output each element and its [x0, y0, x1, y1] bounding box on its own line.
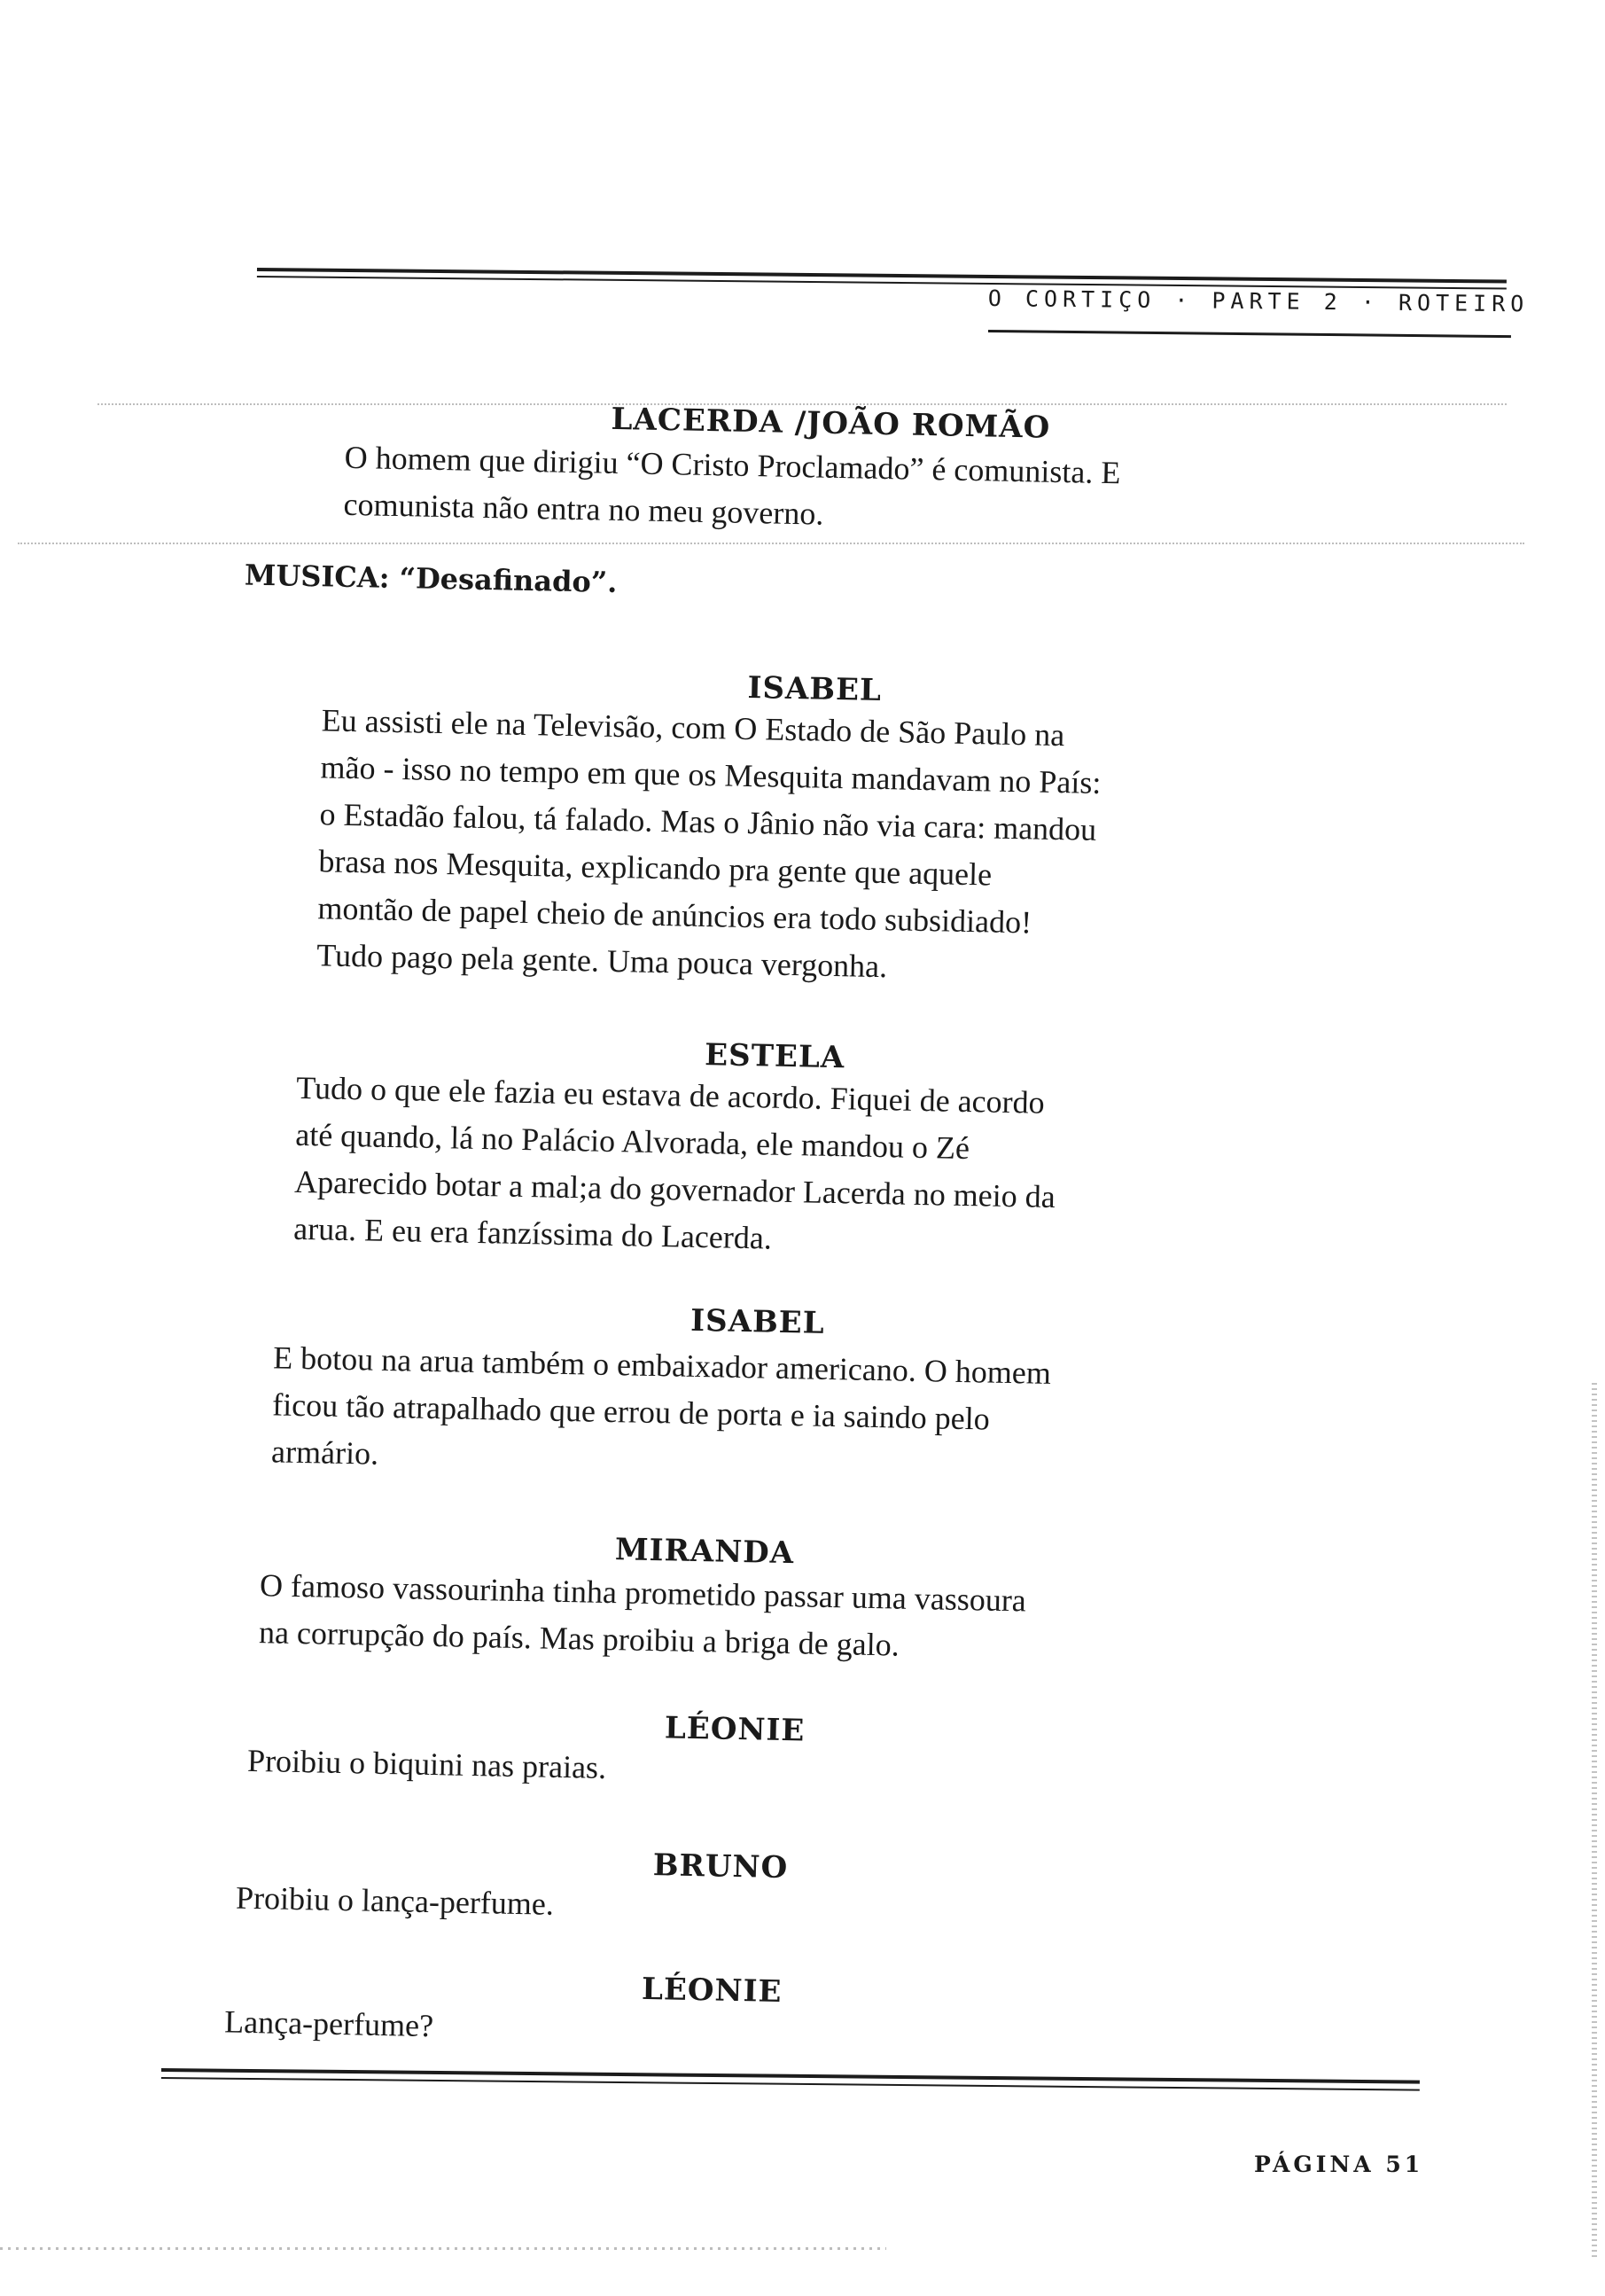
- dialogue-block: [224, 1998, 434, 2050]
- dialogue-line: Tudo pago pela gente. Uma pouca vergonha.: [316, 937, 888, 985]
- dialogue-line: E botou na arua também o embaixador americano. O homem: [272, 1339, 1052, 1391]
- dialogue-block: [247, 1738, 607, 1792]
- dialogue-line: Lança-perfume?: [223, 2003, 434, 2044]
- dialogue-line: armário.: [270, 1433, 379, 1472]
- speaker-name: ESTELA: [704, 1037, 845, 1076]
- running-title: O CORTIÇO · PARTE 2 · ROTEIRO: [987, 285, 1530, 317]
- dialogue-block: [236, 1875, 555, 1928]
- dialogue-line: O homem que dirigiu “O Cristo Proclamado” é comunista. E: [344, 439, 1121, 491]
- dialogue-line: montão de papel cheio de anúncios era todo subsidiado!: [317, 890, 1032, 941]
- dialogue-block: [343, 434, 1121, 544]
- dialogue-line: arua. E eu era fanzíssima do Lacerda.: [292, 1210, 773, 1256]
- dialogue-block: [293, 1065, 1058, 1268]
- speaker-name: MIRANDA: [614, 1532, 795, 1572]
- dialogue-line: ficou tão atrapalhado que errou de porta e ia saindo pelo: [271, 1386, 991, 1437]
- speaker-name: BRUNO: [652, 1847, 789, 1886]
- dialogue-line: até quando, lá no Palácio Alvorada, ele mandou o Zé: [294, 1116, 970, 1167]
- dialogue-block: [259, 1562, 1027, 1671]
- dialogue-line: Proibiu o lança-perfume.: [235, 1879, 555, 1922]
- speaker-name: ISABEL: [690, 1302, 826, 1341]
- dialogue-line: comunista não entra no meu governo.: [343, 486, 824, 532]
- dialogue-line: O famoso vassourinha tinha prometido passar uma vassoura: [259, 1567, 1027, 1619]
- dialogue-line: o Estadão falou, tá falado. Mas o Jânio não via cara: mandou: [319, 796, 1097, 847]
- dialogue-line: na corrupção do país. Mas proibiu a briga de galo.: [258, 1614, 900, 1663]
- scan-edge-noise: [1592, 1383, 1597, 2261]
- speaker-name: LÉONIE: [641, 1971, 783, 2011]
- speaker-name: LÉONIE: [664, 1710, 806, 1749]
- dialogue-block: [271, 1334, 1052, 1491]
- dialogue-block: [316, 697, 1102, 995]
- dialogue-line: brasa nos Mesquita, explicando pra gente que aquele: [318, 843, 993, 893]
- dialogue-line: Proibiu o biquini nas praias.: [246, 1742, 607, 1786]
- page-number: PÁGINA 51: [1254, 2152, 1424, 2177]
- scan-bottom-speckle: [0, 2247, 886, 2250]
- dialogue-line: Aparecido botar a mal;a do governador Lacerda no meio da: [293, 1163, 1056, 1215]
- speaker-name: ISABEL: [747, 669, 883, 709]
- dialogue-line: mão - isso no tempo em que os Mesquita mandavam no País:: [320, 749, 1102, 800]
- music-cue: MUSICA: “Desafinado”.: [244, 558, 618, 599]
- dialogue-line: Tudo o que ele fazia eu estava de acordo. Fiquei de acordo: [296, 1069, 1046, 1121]
- dialogue-line: Eu assisti ele na Televisão, com O Estado de São Paulo na: [321, 702, 1065, 754]
- speaker-name: LACERDA /JOÃO ROMÃO: [611, 401, 1051, 446]
